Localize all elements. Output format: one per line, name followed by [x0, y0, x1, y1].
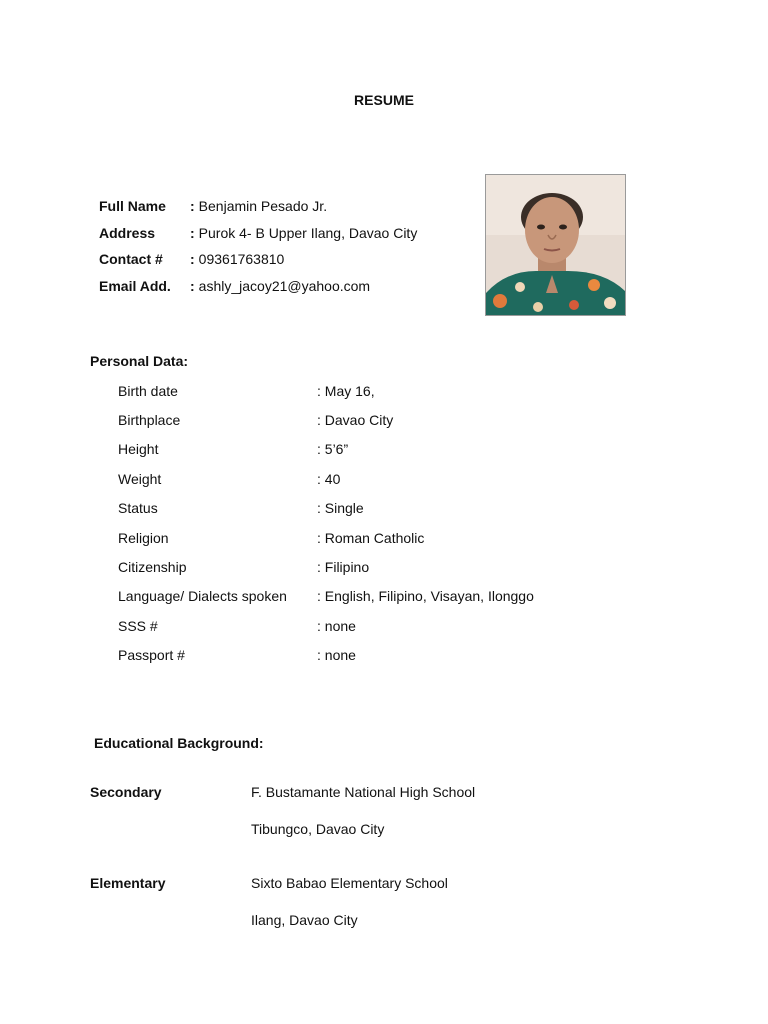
contact-row-phone: Contact # : 09361763810 [99, 251, 285, 268]
personal-label: Passport # [118, 647, 185, 664]
personal-row [118, 523, 534, 552]
education-school: F. Bustamante National High School [251, 784, 476, 800]
education-school: Sixto Babao Elementary School [251, 875, 448, 891]
personal-row [118, 405, 534, 434]
contact-row-full-name: Full Name : Benjamin Pesado Jr. [99, 198, 328, 215]
personal-row [118, 552, 534, 581]
contact-row-email: Email Add. : ashly_jacoy21@yahoo.com [99, 277, 371, 294]
education-level-elementary: Elementary [90, 875, 166, 891]
portrait-illustration [486, 175, 625, 315]
personal-label: Religion [118, 529, 169, 546]
personal-label: Birth date [118, 382, 178, 399]
personal-value: : Roman Catholic [317, 529, 425, 546]
personal-label: Height [118, 441, 159, 458]
personal-data-heading: Personal Data: [90, 353, 189, 369]
personal-row [118, 376, 534, 405]
personal-row [118, 641, 534, 670]
contact-value: Purok 4- B Upper Ilang, Davao City [198, 224, 418, 241]
personal-data-list [118, 376, 534, 670]
contact-value: ashly_jacoy21@yahoo.com [198, 277, 371, 294]
education-level-secondary: Secondary [90, 784, 162, 800]
contact-label: Full Name [99, 198, 166, 215]
personal-value: : May 16, [317, 382, 375, 399]
contact-value: Benjamin Pesado Jr. [198, 198, 328, 215]
contact-row-address: Address : Purok 4- B Upper Ilang, Davao City [99, 224, 418, 241]
personal-row [118, 494, 534, 523]
personal-label: SSS # [118, 617, 158, 634]
education-place: Tibungco, Davao City [251, 821, 385, 837]
contact-value: 09361763810 [198, 251, 285, 268]
personal-row [118, 464, 534, 493]
education-heading: Educational Background: [94, 735, 264, 751]
contact-label: Email Add. [99, 277, 171, 294]
contact-label: Address [99, 224, 156, 241]
personal-row [118, 611, 534, 640]
personal-label: Status [118, 500, 158, 517]
contact-label: Contact # [99, 251, 163, 268]
personal-value: : Filipino [317, 559, 370, 576]
personal-value: : 5’6” [317, 441, 349, 458]
personal-value: : Davao City [317, 412, 394, 429]
personal-value: : Single [317, 500, 364, 517]
personal-value: : none [317, 617, 356, 634]
personal-value: : 40 [317, 470, 341, 487]
personal-row [118, 435, 534, 464]
education-place: Ilang, Davao City [251, 912, 358, 928]
personal-label: Weight [118, 470, 162, 487]
profile-photo [485, 174, 626, 316]
personal-label: Birthplace [118, 412, 181, 429]
personal-label: Language/ Dialects spoken [118, 588, 287, 605]
personal-row [118, 582, 534, 611]
resume-title: RESUME [354, 92, 414, 108]
personal-label: Citizenship [118, 559, 187, 576]
personal-value: : English, Filipino, Visayan, Ilonggo [317, 588, 534, 605]
contact-block [99, 193, 417, 299]
personal-value: : none [317, 647, 356, 664]
